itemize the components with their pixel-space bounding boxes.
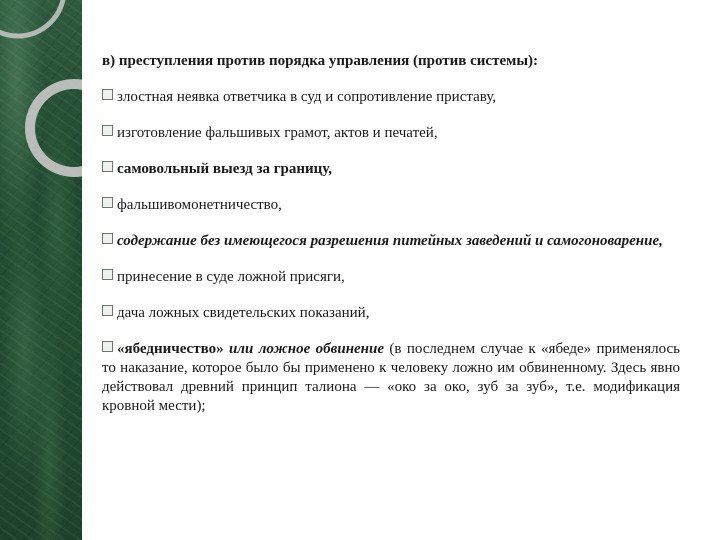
list-item: «ябедничество» или ложное обвинение (в последнем случае к «ябеде» применялось то наказание, которое было бы применено к человеку ложно им обвиненному. Здесь явно действовал древний принцип талиона — «око за око, зуб за зуб», т.е. модификация кровной мести);: [102, 341, 680, 414]
checkbox-bullet-icon: [102, 197, 113, 208]
decorative-sidebar: [0, 0, 82, 540]
list-item: содержание без имеющегося разрешения питейных заведений и самогоноварение,: [102, 232, 680, 251]
checkbox-bullet-icon: [102, 341, 113, 352]
checkbox-bullet-icon: [102, 269, 113, 280]
checkbox-bullet-icon: [102, 161, 113, 172]
list-item: дача ложных свидетельских показаний,: [102, 304, 680, 323]
checkbox-bullet-icon: [102, 305, 113, 316]
list-item: изготовление фальшивых грамот, актов и печатей,: [102, 124, 680, 143]
checkbox-bullet-icon: [102, 233, 113, 244]
ring-decoration-icon: [0, 0, 82, 540]
list-item: самовольный выезд за границу,: [102, 160, 680, 179]
checkbox-bullet-icon: [102, 125, 113, 136]
checkbox-bullet-icon: [102, 89, 113, 100]
list-item: принесение в суде ложной присяги,: [102, 268, 680, 287]
slide-content: [102, 52, 680, 433]
list-item: фальшивомонетничество,: [102, 196, 680, 215]
list-item: злостная неявка ответчика в суд и сопротивление приставу,: [102, 88, 680, 107]
slide-heading: в) преступления против порядка управления (против системы):: [102, 53, 539, 69]
